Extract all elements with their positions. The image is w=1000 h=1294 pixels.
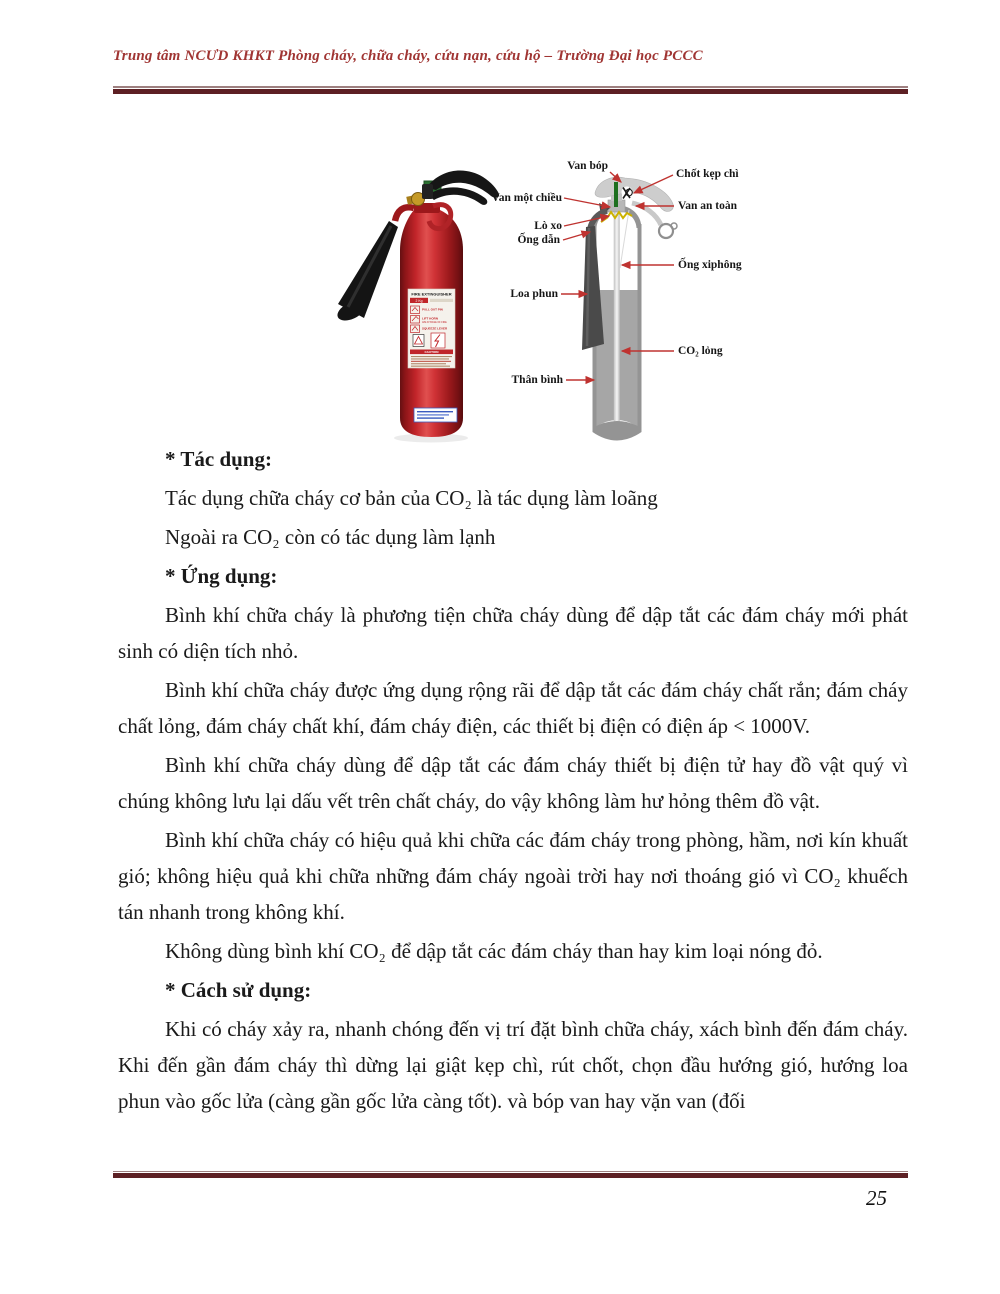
valve-stem	[614, 182, 618, 207]
header-rule	[113, 86, 908, 94]
lever-pivot	[422, 184, 433, 199]
extinguisher-figure	[330, 148, 742, 460]
page-number: 25	[866, 1186, 887, 1210]
figure-label-van-bop: Van bóp	[567, 160, 608, 172]
figure-label-loa-phun: Loa phun	[510, 288, 558, 300]
label-size: 2 Kg	[415, 298, 423, 303]
paragraph: Bình khí chữa cháy có hiệu quả khi chữa các đám cháy trong phòng, hầm, nơi kín khuất gió; không hiệu quả khi chữa những đám cháy ngoài trời hay nơi thoáng gió vì CO₂ khuếch tán nhanh trong không khí.	[118, 828, 908, 924]
figure-label-ong-dan: Ống dẫn	[517, 234, 560, 246]
paragraph: Không dùng bình khí CO₂ để dập tắt các đám cháy than hay kim loại nóng đỏ.	[165, 939, 823, 963]
heading-cach-su-dung: * Cách sử dụng:	[165, 978, 312, 1002]
bottom-blue-label	[414, 408, 457, 422]
arrow-van-mot-chieu	[564, 198, 610, 207]
label-caution: CAUTION	[424, 350, 439, 355]
paragraph: Bình khí chữa cháy là phương tiện chữa cháy dùng để dập tắt các đám cháy mới phát sinh có diện tích nhỏ.	[118, 603, 908, 663]
paragraph: Khi có cháy xảy ra, nhanh chóng đến vị trí đặt bình chữa cháy, xách bình đến đám cháy. Khi đến gần đám cháy thì dừng lại giật kẹp chì, rút chốt, chọn đầu hướng gió, hướng loa phun vào gốc lửa (càng gần gốc lửa càng tốt). và bóp van hay vặn van (đối	[118, 1017, 908, 1113]
paragraph: Bình khí chữa cháy được ứng dụng rộng rãi để dập tắt các đám cháy chất rắn; đám cháy chất lỏng, đám cháy chất khí, đám cháy điện, các thiết bị điện có điện áp < 1000V.	[118, 678, 908, 738]
figure-label-van-mot-chieu: Van một chiều	[491, 192, 562, 204]
extinguisher-photo	[334, 171, 499, 443]
figure-label-lo-xo: Lò xo	[534, 220, 562, 232]
label-step1: PULL OUT PIN	[422, 307, 443, 312]
header-rule-thick-line	[113, 89, 908, 94]
header-rule-thin-line	[113, 86, 908, 88]
label-step2: LIFT HORN	[422, 316, 438, 321]
cylinder-wall-right	[638, 224, 642, 429]
paragraph: Bình khí chữa cháy dùng để dập tắt các đám cháy thiết bị điện tử hay đồ vật quý vì chúng không lưu lại dấu vết trên chất cháy, do vậy không làm hư hỏng thêm đồ vật.	[118, 753, 908, 813]
figure-label-than-binh: Thân bình	[511, 374, 563, 386]
text-line: Tác dụng chữa cháy cơ bản của CO₂ là tác dụng làm loãng	[165, 486, 658, 510]
extinguisher-cross-section	[582, 177, 677, 440]
heading-tac-dung: * Tác dụng:	[165, 447, 272, 471]
instruction-label	[408, 289, 455, 368]
text-line: Ngoài ra CO₂ còn có tác dụng làm lạnh	[165, 525, 496, 549]
figure-label-chot-kep-chi: Chốt kẹp chì	[676, 168, 739, 180]
label-step3: SQUEEZE LEVER	[422, 326, 448, 331]
section-horn	[582, 226, 604, 350]
figure-label-ong-xiphong: Ống xiphông	[678, 259, 742, 271]
page-header-title: Trung tâm NCƯD KHKT Phòng cháy, chữa cháy, cứu nạn, cứu hộ – Trường Đại học PCCC	[113, 48, 703, 64]
siphon-tube-highlight	[616, 210, 618, 425]
footer-rule	[113, 1171, 908, 1178]
figure-label-co2-long: CO₂ lỏng	[678, 345, 723, 357]
label-step2b: AIM AT BASE OF FIRE	[422, 320, 447, 324]
figure-label-van-an-toan: Van an toàn	[678, 200, 738, 212]
heading-ung-dung: * Ứng dụng:	[165, 564, 278, 588]
body-text	[118, 441, 908, 1122]
internal-guide-line	[620, 210, 629, 268]
footer-rule-thick-line	[113, 1173, 908, 1178]
footer-rule-thin-line	[113, 1171, 908, 1172]
label-title: FIRE EXTINGUISHER	[411, 291, 452, 297]
